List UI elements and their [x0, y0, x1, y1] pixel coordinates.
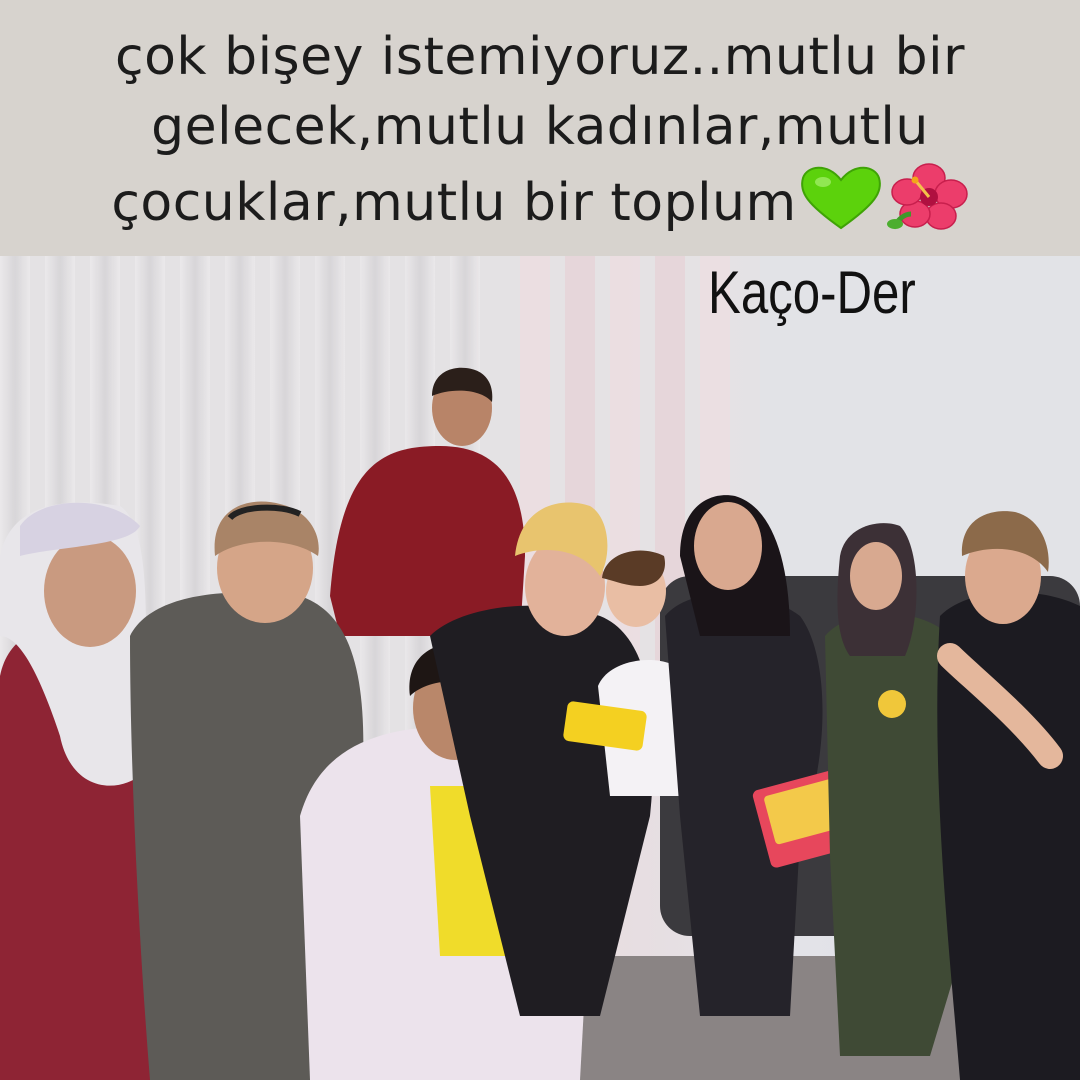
hibiscus-icon	[885, 162, 969, 250]
caption-text	[40, 22, 1040, 250]
caption-line-1: çok bişey istemiyoruz..mutlu bir	[115, 27, 965, 87]
caption-line-2: gelecek,mutlu kadınlar,mutlu	[151, 97, 929, 157]
watermark-text: Kaço-Der	[708, 259, 916, 326]
group-photo-illustration	[0, 256, 1080, 1080]
group-photo	[0, 256, 1080, 1080]
caption-line-3: çocuklar,mutlu bir toplum	[111, 173, 797, 233]
green-heart-icon	[797, 164, 885, 248]
